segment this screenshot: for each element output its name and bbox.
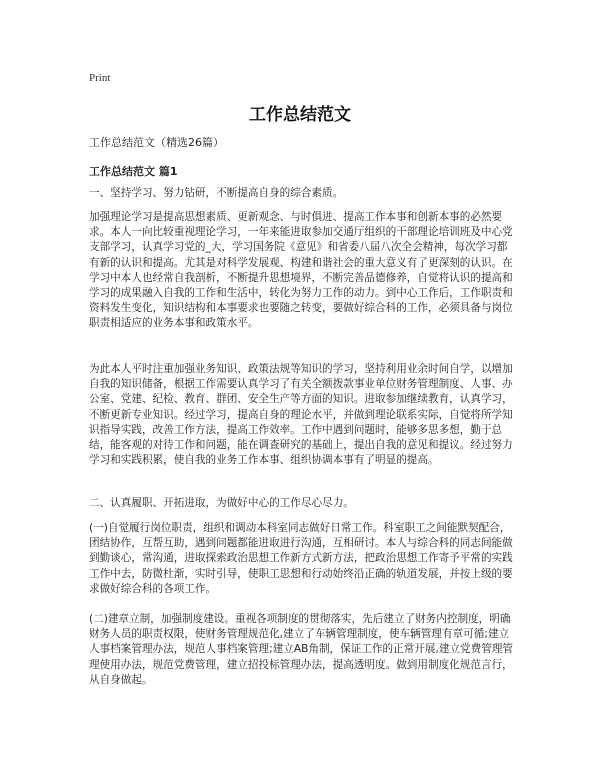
paragraph-3	[89, 362, 514, 468]
paragraph-text: 二、认真履职、开拓进取，为做好中心的工作尽心尽力。	[89, 497, 354, 509]
paragraph-4	[89, 496, 514, 511]
paragraph-text: 一、坚持学习、努力钻研，不断提高自身的综合素质。	[89, 187, 344, 199]
page-title: 工作总结范文	[249, 105, 351, 125]
paragraph-text: (二)建章立制，加强制度建设。重视各项制度的贯彻落实，先后建立了财务内控制度，明确财务人员的职责权限，使财务管理规范化,建立了车辆管理制度，使车辆管理有章可循;建立人事档案管理办法，规范人事档案管理;建立AB角制，保证工作的正常开展,建立党费管理管理使用办法，规范党费管理，建立招投标管理办法，提高透明度。做到用制度化规范言行，从自身做起。	[89, 613, 514, 686]
paragraph-text: 为此本人平时注重加强业务知识、政策法规等知识的学习，坚持利用业余时间自学，以增加自我的知识储备，根据工作需要认真学习了有关全额拨款事业单位财务管理制度、人事、办公室、党建、纪检、教育、群团、安全生产等方面的知识。进取参加继续教育，认真学习，不断更新专业知识。经过学习，提高自身的理论水平，并做到理论联系实际，自觉将所学知识指导实践，改善工作方法，提高工作效率。工作中遇到问题时，能够多思多想，勤于总结，能客观的对待工作和问题，能在调查研究的基础上，提出自我的意见和提议。经过努力学习和实践积累，使自我的业务工作本事、组织协调本事有了明显的提高。	[89, 363, 513, 467]
paragraph-5	[89, 521, 514, 597]
paragraph-text: 加强理论学习是提高思想素质、更新观念、与时俱进、提高工作本事和创新本事的必然要求。本人一向比较重视理论学习，一年来能进取参加交通厅组织的干部理论培训班及中心党支部学习，认真学习党的_大，学习国务院《意见》和省委八届八次全会精神，每次学习都有新的认识和提高。尤其是对科学发展观、构建和谐社会的重大意义有了更深刻的认识。在学习中本人也经常自我剖析，不断提升思想境界，不断完善品德修养，自觉将认识的提高和学习的成果融入自我的工作和生活中，转化为努力工作的动力。到中心工作后，工作职责和资料发生变化，知识结构和本事要求也要随之转变，要做好综合科的工作，必须具备与岗位职责相适应的业务本事和政策水平。	[89, 211, 513, 330]
paragraph-1	[89, 186, 514, 201]
paragraph-6	[89, 612, 514, 688]
document-subtitle: 工作总结范文（精选26篇）	[89, 136, 224, 149]
paragraph-2	[89, 210, 514, 332]
section-heading: 工作总结范文 篇1	[89, 165, 178, 178]
print-link[interactable]: Print	[89, 72, 111, 84]
paragraph-text: (一)自觉履行岗位职责，组织和调动本科室同志做好日常工作。科室职工之间能默契配合，团结协作，互帮互助，遇到问题都能进取进行沟通，互相研讨。本人与综合科的同志间能做到勤谈心，常沟通，进取探索政治思想工作新方式新方法，把政治思想工作寄予平常的实践工作中去，防微杜渐，实时引导，使职工思想和行动始终沿正确的轨道发展，并按上级的要求做好综合科的各项工作。	[89, 522, 513, 595]
